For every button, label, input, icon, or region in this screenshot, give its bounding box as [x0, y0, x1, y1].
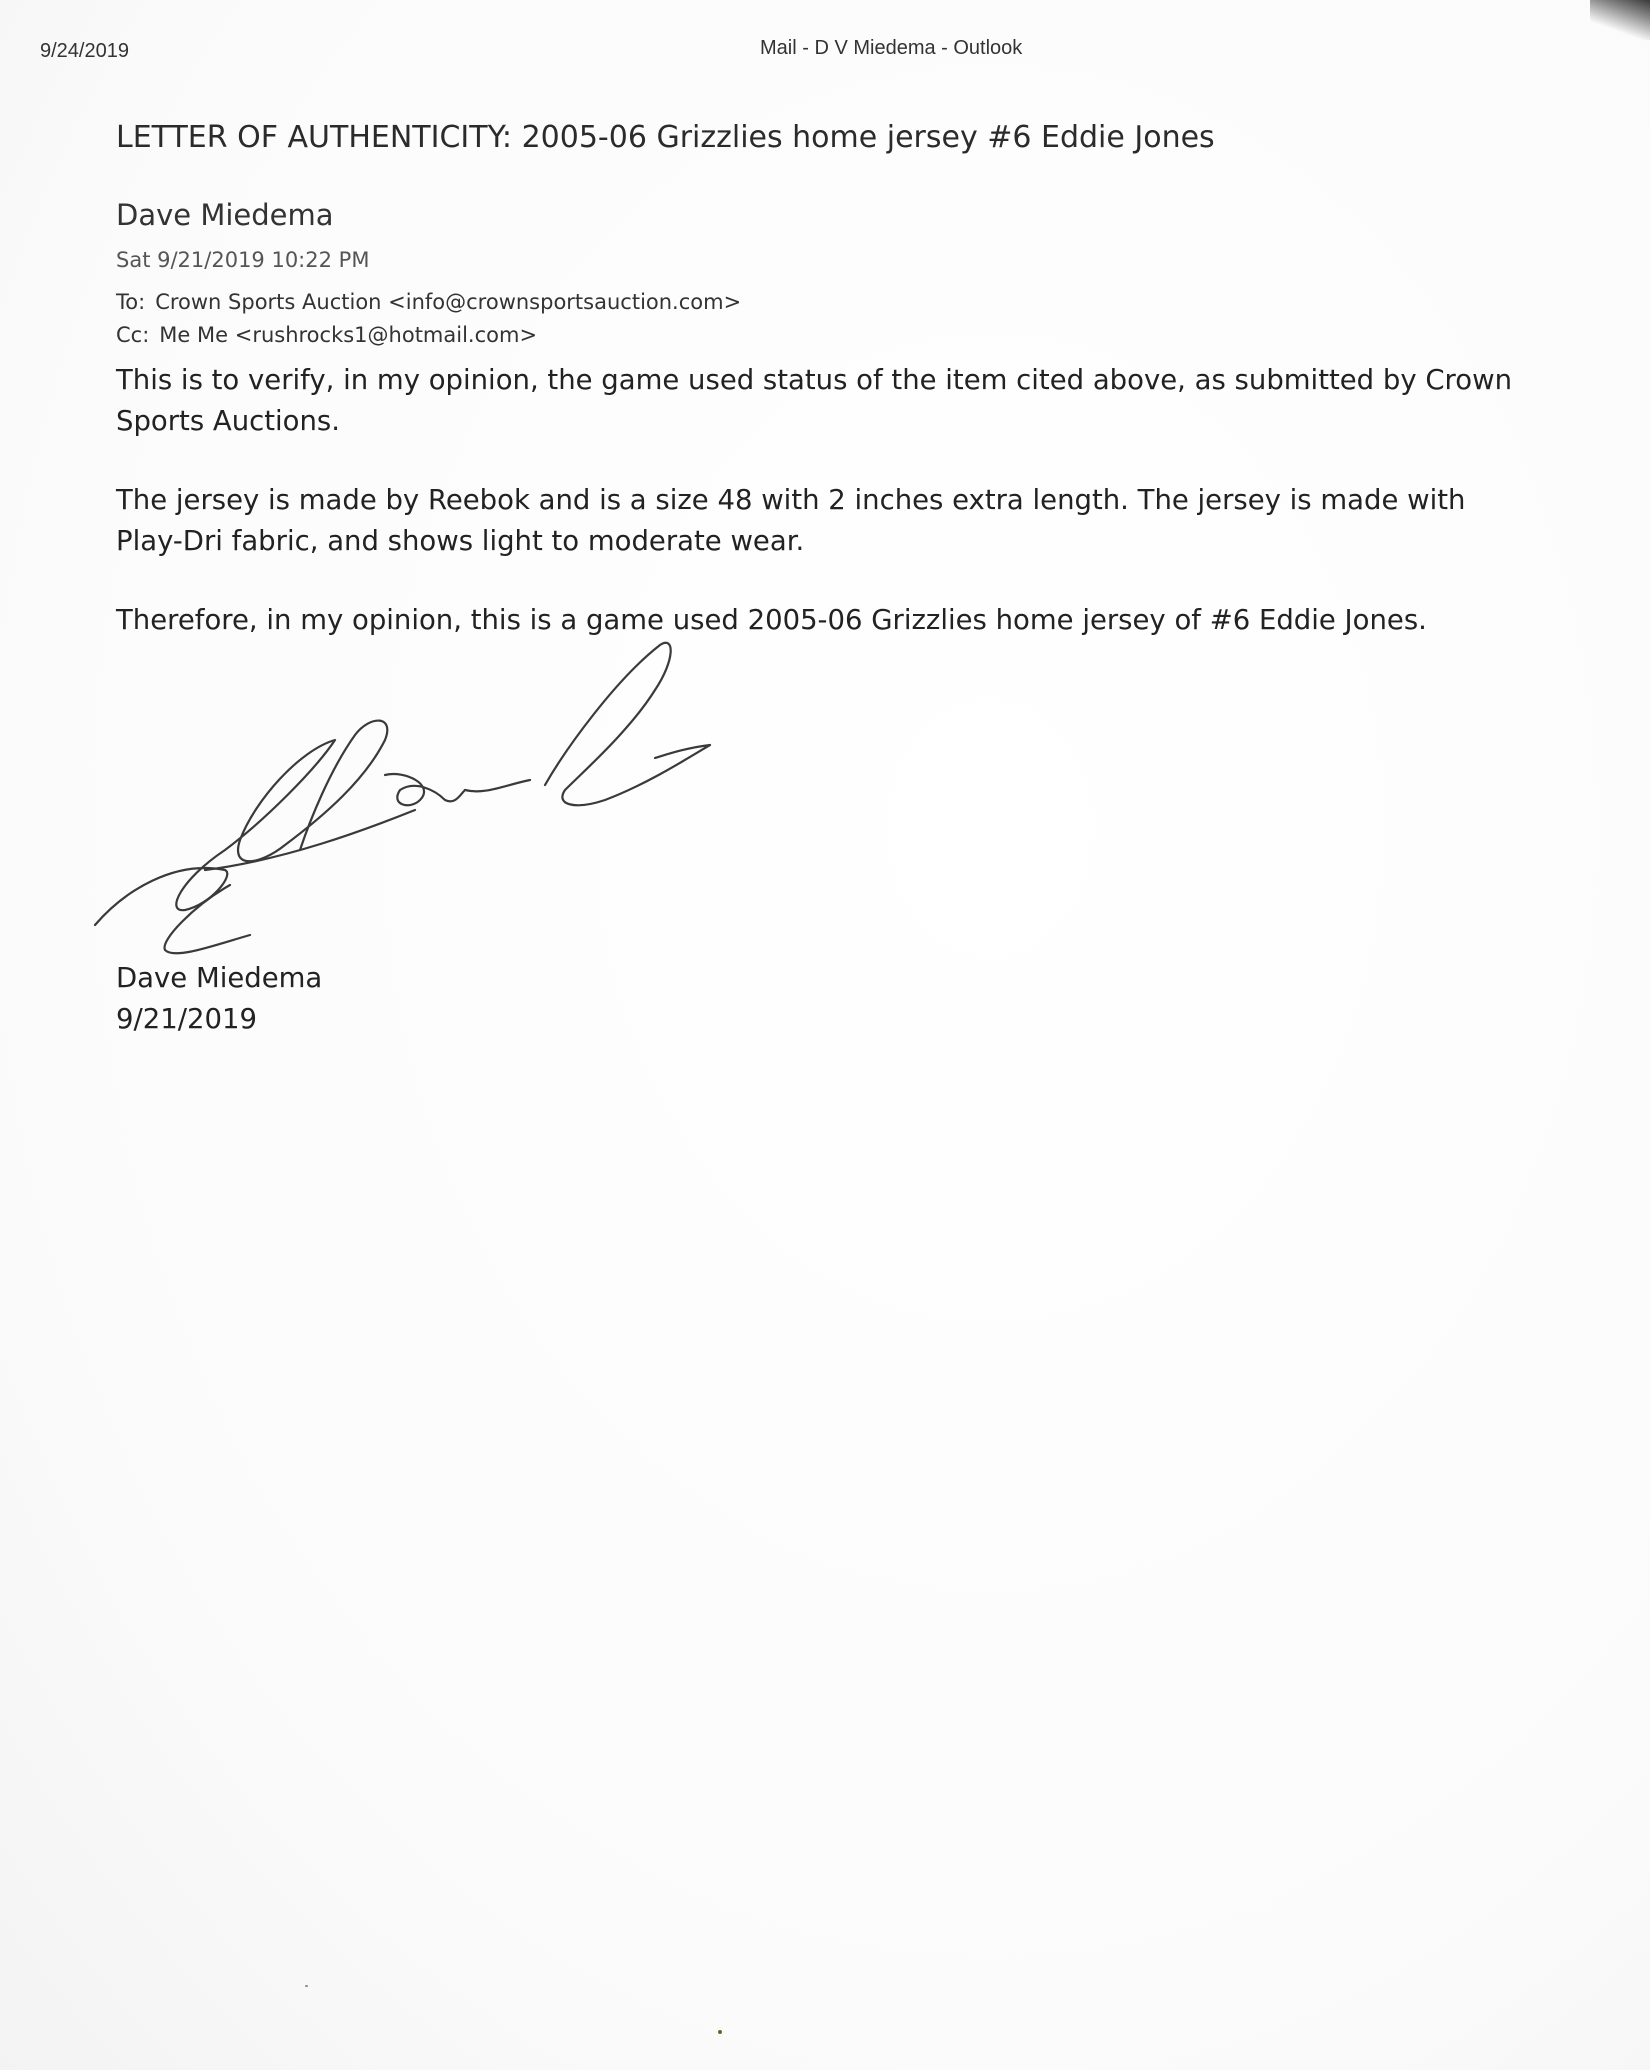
to-label: To:: [116, 290, 146, 314]
print-header-title: Mail - D V Miedema - Outlook: [760, 37, 1023, 59]
cc-label: Cc:: [116, 323, 150, 347]
email-subject: LETTER OF AUTHENTICITY: 2005-06 Grizzlies home jersey #6 Eddie Jones: [116, 120, 1215, 155]
email-cc-line: [116, 323, 537, 347]
signature-block: [116, 958, 322, 1040]
cc-value: Me Me <rushrocks1@hotmail.com>: [159, 323, 538, 347]
body-paragraph-3: Therefore, in my opinion, this is a game used 2005-06 Grizzlies home jersey of #6 Eddie Jones.: [116, 604, 1427, 636]
email-to-line: [116, 290, 741, 314]
email-sender: Dave Miedema: [116, 198, 334, 232]
print-date: 9/24/2019: [40, 40, 129, 62]
email-sent-date: Sat 9/21/2019 10:22 PM: [116, 248, 370, 272]
signer-date: 9/21/2019: [116, 1003, 258, 1035]
paper-speck: [305, 1985, 308, 1987]
to-value: Crown Sports Auction <info@crownsportsauction.com>: [155, 290, 742, 314]
handwritten-signature: [85, 620, 725, 960]
signer-name: Dave Miedema: [116, 962, 323, 994]
scan-corner-shadow: [1590, 0, 1650, 40]
body-paragraph-1: This is to verify, in my opinion, the game used status of the item cited above, as submitted by Crown Sports Auctions.: [116, 364, 1513, 437]
paper-speck: [718, 2030, 722, 2034]
body-paragraph-2: The jersey is made by Reebok and is a size 48 with 2 inches extra length. The jersey is made with Play-Dri fabric, and shows light to moderate wear.: [116, 484, 1466, 557]
